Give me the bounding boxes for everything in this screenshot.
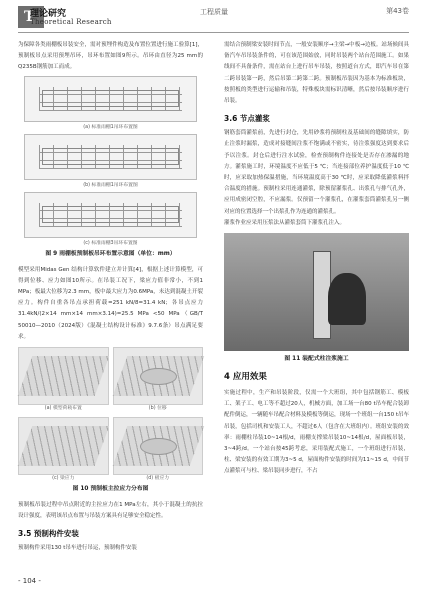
figure-10-sub-c: (c) 梁应力 [52, 476, 75, 482]
paragraph: 钢筋套筒灌浆前，先进行封仓，先用砂浆将预制柱及基础间的缝隙填实，防止注浆时漏浆，造成对接缝间注浆不饱满或不密实，待注浆强度达到要求后予以注浆。封仓后进行注水试验，检查预制构件连接处是否存在渗漏的地方。灌浆施工时，环境温度不应低于5 ℃；当连接部位养护温度低于10 ℃时，应采取加热保温措施，当环境温度高于30 ℃时，应采取降低灌浆料拌合温度的措施。预制柱采用连通灌浆，除预留灌浆孔、出浆孔与排气孔外，应用成密闭空腔，不应漏浆。仅预留一个灌浆孔，在灌浆套筒灌浆孔另一侧对应的位置选择一个出浆孔作为连通的灌浆孔。 [224, 130, 409, 215]
figure-9-panel-b [24, 134, 197, 180]
figure-9-sub-a: (a) 标准雨棚1吊环布置图 [83, 124, 138, 130]
journal-title-cn: 理论研究 [30, 9, 67, 19]
paragraph: 预制板吊装过程中吊点附近的主拉应力在1 MPa左右，其小于混凝土的抗拉设计强度，表明该吊点布置与吊装方案具有足够安全稳定性。 [18, 502, 203, 520]
volume-label: 第43卷 [386, 7, 409, 15]
page-number: - 104 - [18, 577, 41, 585]
section-heading: 4 应用效果 [224, 372, 267, 383]
figure-10-sub-b: (b) 位移 [148, 406, 167, 412]
journal-title-en: Theoretical Research [30, 18, 112, 26]
figure-9-caption: 图 9 雨棚板预制板吊环布置示意图（单位：mm） [45, 250, 176, 257]
figure-9 [18, 76, 203, 248]
paragraph: 模型采用Midas Gen 结构计算软件建立并计算[4]，根据上述计算模型，可得到位移、应力如图10所示。在吊装工况下，梁应力值非常小，不到1 MPa；板最大位移为2.3 mm，板中最大应力为0.6MPa，未达到混凝土开裂应力。构件自重各吊点承担荷载=251 kN/8=31.4 kN；各吊点应力 31.4kN/(2×14 mm×14 mm×3.14)=25.5 MPa <50 MPa（GB/T 50010—2010（2024版）《混凝土结构设计标准》9.7.6条）吊点满足要求。 [18, 266, 203, 340]
figure-11-photo [224, 233, 409, 351]
figure-9-panel-c [24, 192, 197, 238]
paragraph: 预制构件采用130 t吊车进行吊运，预制构件安装 [18, 545, 137, 552]
section-label: 工程质量 [200, 8, 228, 16]
header-divider [18, 32, 409, 33]
figure-9-sub-b: (b) 标准雨棚1吊环布置图 [83, 182, 138, 188]
figure-10 [18, 347, 203, 483]
paragraph: 实施过程中，生产和吊装阶段，仅需一个大班组，其中包括钢筋工、模板工、架子工、电工等不超过20人，机械方面，加工场一台80 t吊车配合装卸配件倒运，一辆随车吊配合材料及模板等倒运，现场一个班组一台150 t吊车吊装，包括司机和安装工人，不超过6人（包含在大班组内）。班组安装的效率：雨棚柱吊装10~14根/d，雨棚支撑梁吊装10~14根/d，屋面板吊装，3~4跨/d。一个站台按45跨考虑，采用装配式施工，一个班组进行吊装，柱、梁安装的有效工期为3~5 d，屋面构件安装的时间为11~15 d，中间节点灌浆可与柱、梁吊装同步进行，不占 [224, 390, 409, 475]
figure-9-panel-a [24, 76, 197, 122]
page-header [0, 0, 427, 44]
figure-10-sub-a: (a) 模型荷载布置 [44, 406, 82, 412]
paragraph: 灌浆作业应采用压浆法从灌浆套筒下灌浆孔注入。 [224, 219, 346, 226]
right-column [224, 40, 409, 478]
paragraph: 为保障各类雨棚板吊装安全，需对预埋件构造及布置位置进行施工验算[1]，预制板吊点采用预埋吊环，吊环布置如图9所示。吊环由直径为25 mm的Q235B钢筋加工而成。 [18, 42, 203, 71]
figure-10-plot-d [113, 417, 204, 475]
paragraph: 需结合预制梁安装时间节点，一般安装顺序→主梁→中板→边板。站场候间具备汽车吊吊装条件的，可在该范围始放，同时吊装两个站台范围施工。如果线间不具备条件，需在站台上进行吊车吊装，按照道台方式，即汽车吊在第二跨吊装第一跨，然后吊第二跨第二跨。预制板吊装因为基本为标准板块，按照板的类型进行运输和吊装，特殊板块需标识清晰，然后按吊装顺序进行吊装。 [224, 42, 409, 105]
figure-10-caption: 图 10 预制板主拉应力分布图 [72, 486, 149, 493]
left-column [18, 40, 203, 555]
journal-logo-letter: T [24, 9, 35, 25]
figure-9-sub-c: (c) 标准雨棚3吊环布置图 [83, 240, 138, 246]
figure-10-plot-a [18, 347, 109, 405]
section-heading: 3.5 预制构件安装 [18, 529, 79, 539]
figure-10-sub-d: (d) 板应力 [146, 476, 170, 482]
figure-11-caption: 图 11 装配式柱注浆施工 [284, 356, 349, 363]
figure-10-plot-c [18, 417, 109, 475]
worker-icon [328, 273, 366, 325]
figure-10-plot-b [113, 347, 204, 405]
section-heading: 3.6 节点灌浆 [224, 114, 270, 124]
